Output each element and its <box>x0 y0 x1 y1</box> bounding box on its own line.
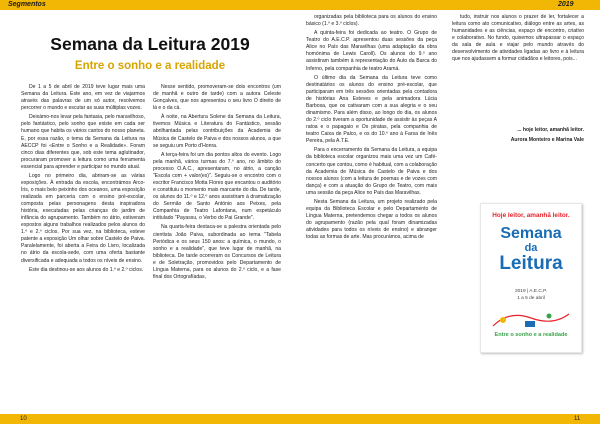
text-column-2 <box>153 84 281 400</box>
poster-title-line: Semana <box>500 225 562 242</box>
text-column-1 <box>21 84 145 400</box>
article-title: Semana da Leitura 2019 <box>50 34 250 54</box>
paragraph: organizadas pela biblioteca para os alunos do ensino básico (1.º e 3.º ciclos). <box>306 14 437 28</box>
header-bar <box>0 0 600 10</box>
paragraph: Deixámo-nos levar pela fantasia, pelo maravilhoso, pelo fantástico, pelo sonho que existe em cada ser humano que habita os vários cantos do nosso planeta. E, por essa razão, o tema da Semana da Leitura na AECCP foi «Entre o Sonho e a Realidade». Foram cinco dias diferentes que, sob este tema aglutinador, procuraram promover a leitura como uma ferramenta essencial para aprender e participar no mundo atual. <box>21 114 145 170</box>
paragraph: Para o encerramento da Semana da Leitura, a equipa da biblioteca escolar organizou mais uma vez um Café-concerto que contou, como é habitual, com a colaboração da Academia de Música de Castelo de Paiva e dos nossos alunos (com a leitura de poemas e de vozes com dança) e com a atuação do Grupo de Teatro, com mais uma sessão da peça Alice no País das Maravilhas. <box>306 147 437 196</box>
poster-title-line: Leitura <box>499 253 563 274</box>
poster-year-org: 2019 | A.E.C.P. <box>514 289 548 294</box>
page-number-right: 11 <box>574 416 581 422</box>
poster-title <box>484 226 578 273</box>
text-column-3 <box>306 14 437 406</box>
paragraph: A terça-feira foi um dia pontos altos do evento. Logo pela manhã, vários turmas do 7.º ano, no âmbito do processo O.A.C., apresentaram, no átrio, a canção "Escola com + valor(es)". Seguiu-se o encontro com o escritor Francisco Motta Flores que encantou o auditório e constituiu o momento mais marcante do dia. De tarde, os alunos do 11.º e 12.º anos assistiram à dramatização do Sermão de Santo António aos Peixes, pela Companhia de Teatro Lafontana, num espetáculo intitulado "Payassu, o Verbo do Pai Grande". <box>153 151 281 222</box>
closing-quote: ... hoje leitor, amanhã leitor. <box>517 127 584 133</box>
poster-bottom-text: Entre o sonho e a realidade <box>494 332 568 338</box>
header-section-label: Segmentos <box>8 1 46 8</box>
paragraph: De 1 a 5 de abril de 2019 teve lugar mais uma Semana da Leitura. Este ano, em vez de viajarmos através das palavras de um só autor, resolvemos percorrer o mundo e escutar as suas múltiplas vozes. <box>21 84 145 112</box>
poster-tagline: Hoje leitor, amanhã leitor. <box>492 212 570 219</box>
poster-title-line: da <box>524 242 538 254</box>
paragraph: Nesse sentido, promoveram-se dois encontros (um de manhã e outro de tarde) com a autora Celeste Gonçalves, que nos apresentou o seu livro O direito de lá e o da cá. <box>153 84 281 112</box>
paragraph: Na quarta-feira destaca-se a palestra orientada pelo cientista João Paiva, subordinada ao tema "Tabela Periódica e os seus 150 anos: a química, o mundo, o sonho e a realidade", que teve lugar de manhã, na biblioteca. De tarde ocorreram os Concursos de Leitura e de Soletração, promovidos pelo Departamento de Língua Materna, para os alunos do 2.º ciclo, e a fase final dos Ortografíadas, <box>153 224 281 280</box>
footer-bar <box>0 414 600 424</box>
paragraph: A quinta-feira foi dedicada ao teatro. O Grupo de Teatro do A.E.C.P. apresentou duas sessões da peça Alice no País das Maravilhas (uma adaptação da obra homónima de Lewis Caroll). Os alunos do 9.º ano assistiram também à representação do Auto da Barca do Inferno, pela companhia de teatro Aramá. <box>306 30 437 72</box>
text-column-4 <box>452 14 584 124</box>
poster-dates: 1 a 5 de abril <box>517 296 545 301</box>
poster-date <box>481 288 581 302</box>
poster-image <box>480 203 582 353</box>
paragraph: À noite, na Abertura Solene da Semana da Leitura, tivemos Música e Literatura do Fantástico, sessão abrilhantada pelas contribuições da Academia de Música de Castelo de Paiva e dos nossos alunos, a que se seguiu um Porto d'Honra. <box>153 114 281 149</box>
paragraph: Nesta Semana da Leitura, um projeto realizado pela equipa da Biblioteca Escolar e pelo Departamento de Língua Materna, pretendemos chegar a todos os alunos do agrupamento (razão pela qual foram dinamizadas atividades para todos os níveis de ensino) e abranger todas as formas de arte. Mas procurámos, acima de <box>306 198 437 241</box>
page-number-left: 10 <box>20 416 27 422</box>
article-subtitle: Entre o sonho e a realidade <box>74 60 226 72</box>
paragraph: tudo, instruir nos alunos o prazer de ler, fortalecer a leitura como ato comunicativo, diálogo entre as artes, as humanidades e as ciências, espaço de encontro, criativo e colaborativo. No fundo, quisemos ultrapassar o espaço da sala de aula e viajar pelo mundo através do desenvolvimento de atividades ligadas ao livro e à leitura que nos ajudassem a formar cidadãos e leitores, pois... <box>452 14 584 63</box>
paragraph: Este dia destinou-se aos alunos do 1.º e 2.º ciclos. <box>29 266 144 273</box>
paragraph: Logo no primeiro dia, abriram-se as várias exposições. À entrada da escola, encontrámos Arco-Íris, o mais belo peixinho dos oceanos, uma exposição realizada em parceria com o ensino pré-escolar, composta pelas personagens desta inspiradora história, executadas pelas crianças do jardim de infância do agrupamento. Também no átrio, estiveram expostos alguns trabalhos realizados pelos alunos do 1.º e 2.º ciclos. Por sua vez, na biblioteca, esteve patente a exposição Um olhar sobre Castelo de Paiva. Paralelamente, foi aberta a Feira do Livro, localizada no átrio da escola-sede, com uma oferta bastante diversificada e adequada a todos os níveis de ensino. <box>21 172 145 264</box>
header-year: 2019 <box>558 1 574 8</box>
poster-illustration-icon <box>489 306 573 330</box>
author-signature: Aurora Monteiro e Marina Vale <box>510 137 584 143</box>
paragraph: O último dia da Semana da Leitura teve como destinatários os alunos do ensino pré-escolar, que participaram em três sessões orientadas pela contadora de histórias Ana Esteves e pela animadora Lúcia Barbosa, que os cativaram com a sua alegria e o seu dinamismo. Para além disso, ao longo do dia, os alunos do 2.º ciclo tiveram a oportunidade de assistir às peças A ratoa e o papagaio e Os piratas, pela companhia de teatro Caixa de Palco, e os do 10.º ano à Farsa de Inês Pereira, pela A.T.E. <box>306 74 437 145</box>
